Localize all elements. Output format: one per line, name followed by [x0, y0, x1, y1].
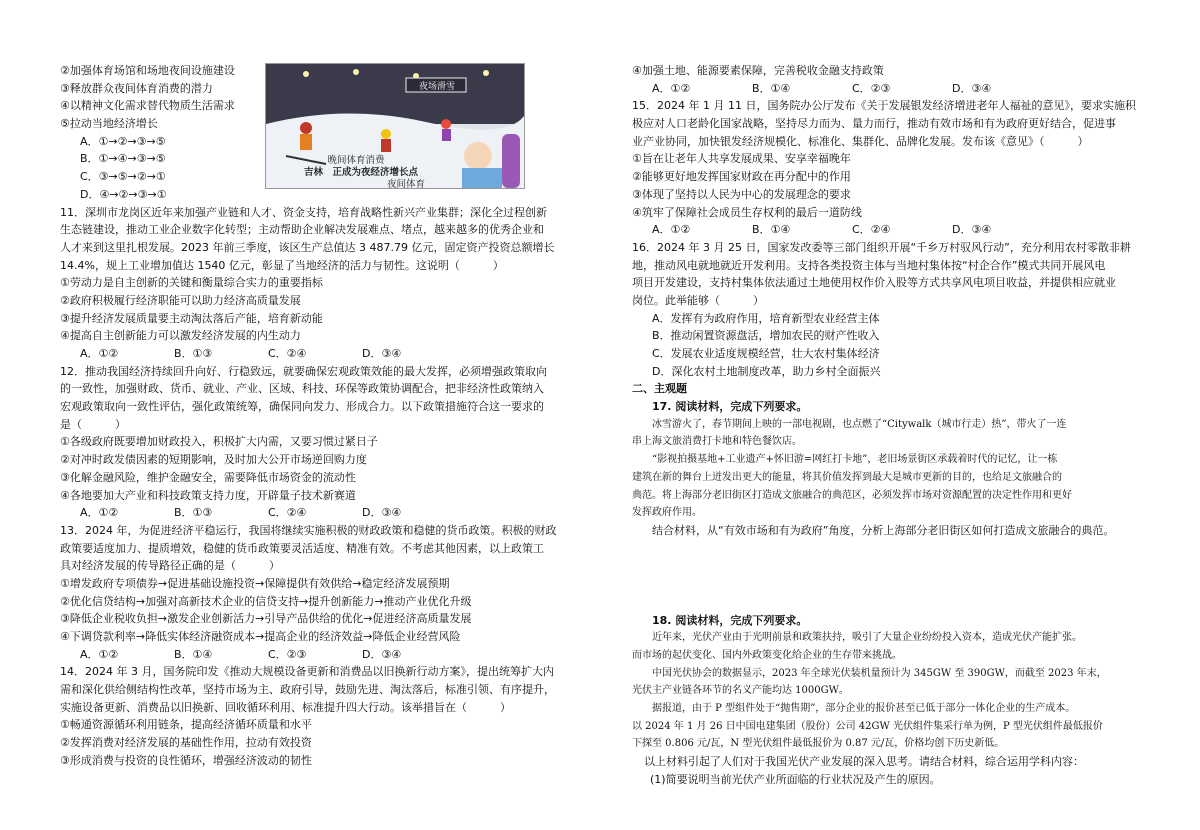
q16-option-b[interactable]: B．推动闲置资源盘活，增加农民的财产性收入	[652, 329, 880, 343]
q15-option-b[interactable]: B．①④	[752, 223, 791, 237]
q13-item: ③降低企业税收负担→激发企业创新活力→引导产品供给的优化→促进经济高质量发展	[60, 612, 472, 626]
q11-option-c[interactable]: C．②④	[268, 347, 307, 360]
right-column	[632, 62, 1142, 788]
q14-stem: 14．2024 年 3 月，国务院印发《推动大规模设备更新和消费品以旧换新行动方案》，提出统筹扩大内	[60, 665, 554, 679]
q13-stem: 13．2024 年，为促进经济平稳运行，我国将继续实施积极的财政政策和稳健的货币政策。积极的财政	[60, 523, 557, 537]
q17-material: “影视拍摄基地+工业遗产+怀旧游=网红打卡地”，老旧场景街区承载着时代的记忆，让一栋	[652, 454, 1058, 466]
q17-material: 建筑在新的舞台上迸发出更大的能量，将其价值发挥到最大是城市更新的目的，也给足文旅融合的	[632, 471, 1062, 483]
q15-stem: 业产业协同，加快银发经济规模化、标准化、集群化、品牌化发展。发布该《意见》（ ）	[632, 134, 1089, 148]
q10-item-2: ②加强体育场馆和场地夜间设施建设	[60, 64, 235, 77]
q16-stem: 地，推动风电就地就近开发利用。支持各类投资主体与当地村集体按“村企合作”模式共同开展风电	[632, 258, 1106, 272]
q11-stem: 14.4%，规上工业增加值达 1540 亿元，彰显了当地经济的活力与韧性。这说明（ ）	[60, 258, 504, 272]
q17-material: 串上海文旅消费打卡地和特色餐饮店。	[632, 436, 802, 448]
q15-item: ②能够更好地发挥国家财政在再分配中的作用	[632, 170, 851, 184]
q10-option-b[interactable]: B．①→④→③→⑤	[80, 152, 166, 166]
illustration-caption-3: 夜间体育	[386, 179, 425, 189]
q17-title: 17. 阅读材料，完成下列要求。	[652, 400, 808, 414]
q11-stem: 人才来到这里扎根发展。2023 年前三季度，该区生产总值达 3 487.79 亿元，固定资产投资总额增长	[60, 240, 555, 254]
q13-item: ①增发政府专项债券→促进基础设施投资→保障提供有效供给→稳定经济发展预期	[60, 576, 450, 590]
q17-material: 典范。将上海部分老旧街区打造成文旅融合的典范区，必须发挥市场对资源配置的决定性作用和更好	[632, 489, 1072, 501]
q11-item: ②政府积极履行经济职能可以助力经济高质量发展	[60, 293, 301, 307]
q11-stem: 11．深圳市龙岗区近年来加强产业链和人才、资金支持，培育战略性新兴产业集群；深化全过程创新	[60, 205, 547, 219]
q11-item: ①劳动力是自主创新的关键和衡量综合实力的重要指标	[60, 276, 323, 290]
q18-material: 下探至 0.806 元/瓦，N 型光伏组件最低报价为 0.87 元/瓦，价格均创下历史新低。	[632, 738, 1005, 750]
q12-item: ③化解金融风险，维护金融安全，需要降低市场资金的流动性	[60, 470, 356, 484]
q11-option-d[interactable]: D．③④	[362, 347, 402, 360]
q12-stem: 12．推动我国经济持续回升向好、行稳致远，就要确保宏观政策效能的最大发挥，必须增强政策取向	[60, 364, 547, 378]
q12-item: ②对冲时政发债因素的短期影响，及时加大公开市场逆回购力度	[60, 453, 367, 467]
q15-stem: 15．2024 年 1 月 11 日，国务院办公厅发布《关于发展银发经济增进老年人福祉的意见》，要求实施积	[632, 99, 1136, 113]
q15-option-c[interactable]: C．②④	[852, 223, 891, 237]
illustration-sign: 夜场滑雪	[418, 82, 455, 92]
q12-option-a[interactable]: A．①②	[80, 506, 119, 520]
q16-stem: 岗位。此举能够（ ）	[632, 293, 764, 307]
q11-option-a[interactable]: A．①②	[80, 347, 119, 360]
q17-material: 冰雪游火了，春节期间上映的一部电视剧，也点燃了“Citywalk（城市行走）热”，带火了一连	[652, 418, 1067, 430]
q18-question: 以上材料引起了人们对于我国光伏产业发展的深入思考。请结合材料，综合运用学科内容：	[644, 755, 1084, 769]
q16-option-a[interactable]: A．发挥有为政府作用，培育新型农业经营主体	[652, 311, 880, 325]
q15-item: ④筑牢了保障社会成员生存权利的最后一道防线	[632, 205, 862, 219]
q16-stem: 项目开发建设，支持村集体依法通过土地使用权作价入股等方式共享风电项目收益，并提供相应就业	[632, 276, 1116, 290]
q12-stem: 的一致性，加强财政、货币、就业、产业、区域、科技、环保等政策协调配合，把非经济性政策纳入	[60, 382, 544, 396]
q18-material: 而市场的起伏变化、国内外政策变化给企业的生存带来挑战。	[632, 649, 902, 661]
q15-item: ①旨在让老年人共享发展成果、安享幸福晚年	[632, 152, 851, 166]
left-column	[60, 62, 580, 770]
q13-option-a[interactable]: A．①②	[80, 647, 119, 661]
q12-option-d[interactable]: D．③④	[362, 506, 402, 520]
q10-option-d[interactable]: D．④→②→③→①	[80, 187, 167, 201]
q13-stem: 具对经济发展的传导路径正确的是（ ）	[60, 559, 280, 573]
q10-option-c[interactable]: C．③→⑤→②→①	[80, 170, 166, 184]
q10-item-4: ④以精神文化需求替代物质生活需求	[60, 99, 235, 113]
q11-item: ④提高自主创新能力可以激发经济发展的内生动力	[60, 329, 301, 343]
q14-option-a[interactable]: A．①②	[652, 81, 691, 95]
q18-title: 18. 阅读材料，完成下列要求。	[652, 613, 808, 627]
q12-options	[60, 504, 580, 522]
q16-option-c[interactable]: C．发展农业适度规模经营，壮大农村集体经济	[652, 347, 880, 360]
q13-option-d[interactable]: D．③④	[362, 647, 402, 661]
q17-material: 发挥政府作用。	[632, 507, 702, 519]
q12-stem: 是（ ）	[60, 417, 126, 431]
q14-item: ②发挥消费对经济发展的基础性作用，拉动有效投资	[60, 736, 312, 750]
q11-stem: 生态链建设，推动工业企业数字化转型；主动帮助企业解决发展难点、堵点，越来越多的优秀企业和	[60, 223, 544, 237]
q18-material: 中国光伏协会的数据显示，2023 年全球光伏装机量预计为 345GW 至 390GW，而截至 2023 年末，	[652, 667, 1107, 679]
q14-item-4: ④加强土地、能源要素保障，完善税收金融支持政策	[632, 64, 884, 77]
q15-option-a[interactable]: A．①②	[652, 223, 691, 237]
q13-stem: 政策要适度加力、提质增效，稳健的货币政策要灵活适度、精准有效。不考虑其他因素，以上政策工	[60, 541, 544, 555]
q13-option-c[interactable]: C．②③	[268, 647, 307, 661]
q15-options	[632, 221, 1142, 239]
q14-option-d[interactable]: D．③④	[952, 81, 992, 95]
q12-item: ④各地要加大产业和科技政策支持力度，开辟量子技术新赛道	[60, 488, 356, 502]
section-heading: 二、主观题	[632, 382, 687, 396]
q15-option-d[interactable]: D．③④	[952, 223, 992, 237]
q12-item: ①各级政府既要增加财政投入，积极扩大内需，又要习惯过紧日子	[60, 435, 378, 449]
q11-options	[60, 345, 580, 363]
q13-options	[60, 646, 580, 664]
q11-item: ③提升经济发展质量要主动淘汰落后产能，培育新动能	[60, 311, 323, 325]
q14-options	[632, 80, 1142, 98]
q11-option-b[interactable]: B．①③	[174, 347, 213, 360]
answer-space	[632, 540, 1142, 612]
q10-item-5: ⑤拉动当地经济增长	[60, 117, 158, 131]
q17-question: 结合材料，从“有效市场和有为政府”角度，分析上海部分老旧街区如何打造成文旅融合的典范。	[652, 523, 1115, 537]
illustration-caption-2: 吉林 正成为夜经济增长点	[303, 167, 418, 178]
q12-stem: 宏观政策取向一致性评估，强化政策统筹，确保同向发力、形成合力。以下政策措施符合这一要求的	[60, 400, 544, 414]
q18-material: 近年来，光伏产业由于光明前景和政策扶持，吸引了大量企业纷纷投入资本，造成光伏产能扩张。	[652, 632, 1082, 644]
q14-stem: 需和深化供给侧结构性改革，坚持市场为主、政府引导，鼓励先进、淘汰落后，标准引领、有序提升，	[60, 683, 555, 697]
q15-item: ③体现了坚持以人民为中心的发展理念的要求	[632, 187, 851, 201]
q18-material: 光伏主产业链各环节的名义产能均达 1000GW。	[632, 685, 849, 697]
q15-stem: 极应对人口老龄化国家战略，坚持尽力而为、量力而行，推动有效市场和有为政府更好结合，促进事	[632, 117, 1116, 131]
illustration-caption-1: 晚间体育消费	[327, 155, 385, 166]
q14-item: ①畅通资源循环利用链条，提高经济循环质量和水平	[60, 718, 312, 732]
q14-stem: 实施设备更新、消费品以旧换新、回收循环利用、标准提升四大行动。该举措旨在（ ）	[60, 700, 511, 714]
q13-item: ②优化信贷结构→加强对高新技术企业的信贷支持→提升创新能力→推动产业优化升级	[60, 594, 472, 608]
q13-item: ④下调贷款利率→降低实体经济融资成本→提高企业的经济效益→降低企业经营风险	[60, 630, 461, 643]
q14-option-b[interactable]: B．①④	[752, 81, 791, 95]
q18-subquestion-1: (1)简要说明当前光伏产业所面临的行业状况及产生的原因。	[650, 772, 941, 786]
q12-option-c[interactable]: C．②④	[268, 506, 307, 520]
q10-item-3: ③释放群众夜间体育消费的潜力	[60, 81, 213, 95]
q14-item: ③形成消费与投资的良性循环，增强经济波动的韧性	[60, 753, 312, 767]
q18-material: 据报道，由于 P 型组件处于“抛售期”，部分企业的报价甚至已低于部分一体化企业的生产成本。	[652, 703, 1076, 714]
q10-option-a[interactable]: A．①→②→③→⑤	[80, 134, 166, 148]
q16-stem: 16．2024 年 3 月 25 日，国家发改委等三部门组织开展“千乡万村驭风行动”，充分利用农村零散非耕	[632, 240, 1131, 254]
q12-option-b[interactable]: B．①③	[174, 506, 213, 520]
q18-material: 以 2024 年 1 月 26 日中国电建集团（股份）公司 42GW 光伏组件集采行单为例，P 型光伏组件最低报价	[632, 720, 1103, 732]
q16-option-d[interactable]: D．深化农村土地制度改革，助力乡村全面振兴	[652, 364, 881, 378]
q14-option-c[interactable]: C．②③	[852, 81, 891, 95]
q13-option-b[interactable]: B．①④	[174, 647, 213, 661]
